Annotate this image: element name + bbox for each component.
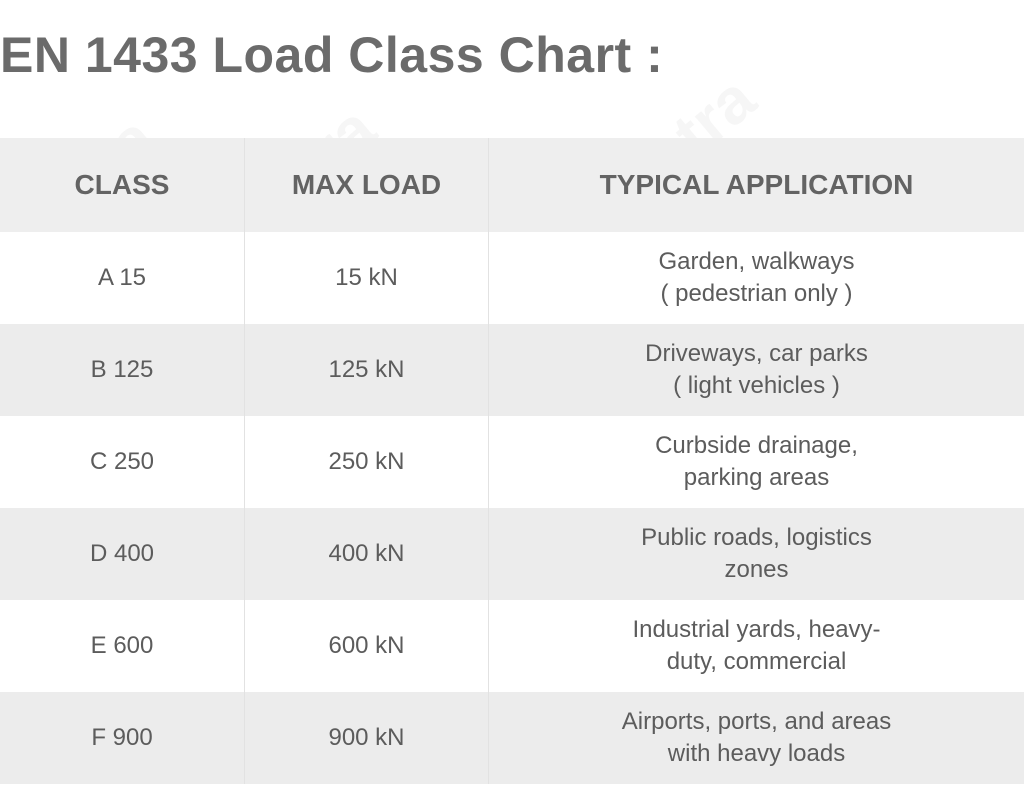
application-line: ( light vehicles ) — [673, 372, 840, 399]
load-class-table — [0, 138, 1024, 786]
application-line: ( pedestrian only ) — [660, 280, 853, 307]
max-load-cell: 400 kN — [244, 508, 488, 600]
application-cell — [488, 232, 1024, 324]
page-title: EN 1433 Load Class Chart : — [0, 27, 664, 83]
table-row — [0, 600, 1024, 692]
header-max-load: MAX LOAD — [244, 138, 488, 232]
table-row — [0, 692, 1024, 784]
class-cell: A 15 — [97, 264, 147, 291]
application-cell — [488, 692, 1024, 784]
max-load-cell: 125 kN — [244, 324, 488, 416]
application-cell — [488, 600, 1024, 692]
table-row — [0, 324, 1024, 416]
application-line: Garden, walkways — [658, 248, 855, 275]
class-cell: C 250 — [89, 448, 155, 475]
application-line: Airports, ports, and areas — [621, 708, 892, 735]
application-line: parking areas — [683, 464, 830, 491]
class-cell: B 125 — [90, 356, 154, 383]
max-load-cell: 900 kN — [244, 692, 488, 784]
class-cell: D 400 — [89, 540, 155, 567]
table-row — [0, 508, 1024, 600]
application-line: with heavy loads — [667, 740, 846, 767]
max-load-cell: 600 kN — [244, 600, 488, 692]
table-header-row — [0, 138, 1024, 232]
application-cell — [488, 416, 1024, 508]
header-typical-application: TYPICAL APPLICATION — [488, 138, 1024, 232]
max-load-cell: 15 kN — [244, 232, 488, 324]
class-cell: E 600 — [90, 632, 154, 659]
header-class: CLASS — [74, 169, 170, 200]
application-cell — [488, 324, 1024, 416]
class-cell: F 900 — [91, 724, 153, 751]
application-line: Industrial yards, heavy- — [632, 616, 881, 643]
application-line: duty, commercial — [666, 648, 847, 675]
table-row — [0, 232, 1024, 324]
application-cell — [488, 508, 1024, 600]
table-row — [0, 416, 1024, 508]
application-line: Curbside drainage, — [655, 432, 858, 459]
application-line: Driveways, car parks — [645, 340, 868, 367]
application-line: Public roads, logistics — [641, 524, 872, 551]
max-load-cell: 250 kN — [244, 416, 488, 508]
application-line: zones — [724, 556, 789, 583]
